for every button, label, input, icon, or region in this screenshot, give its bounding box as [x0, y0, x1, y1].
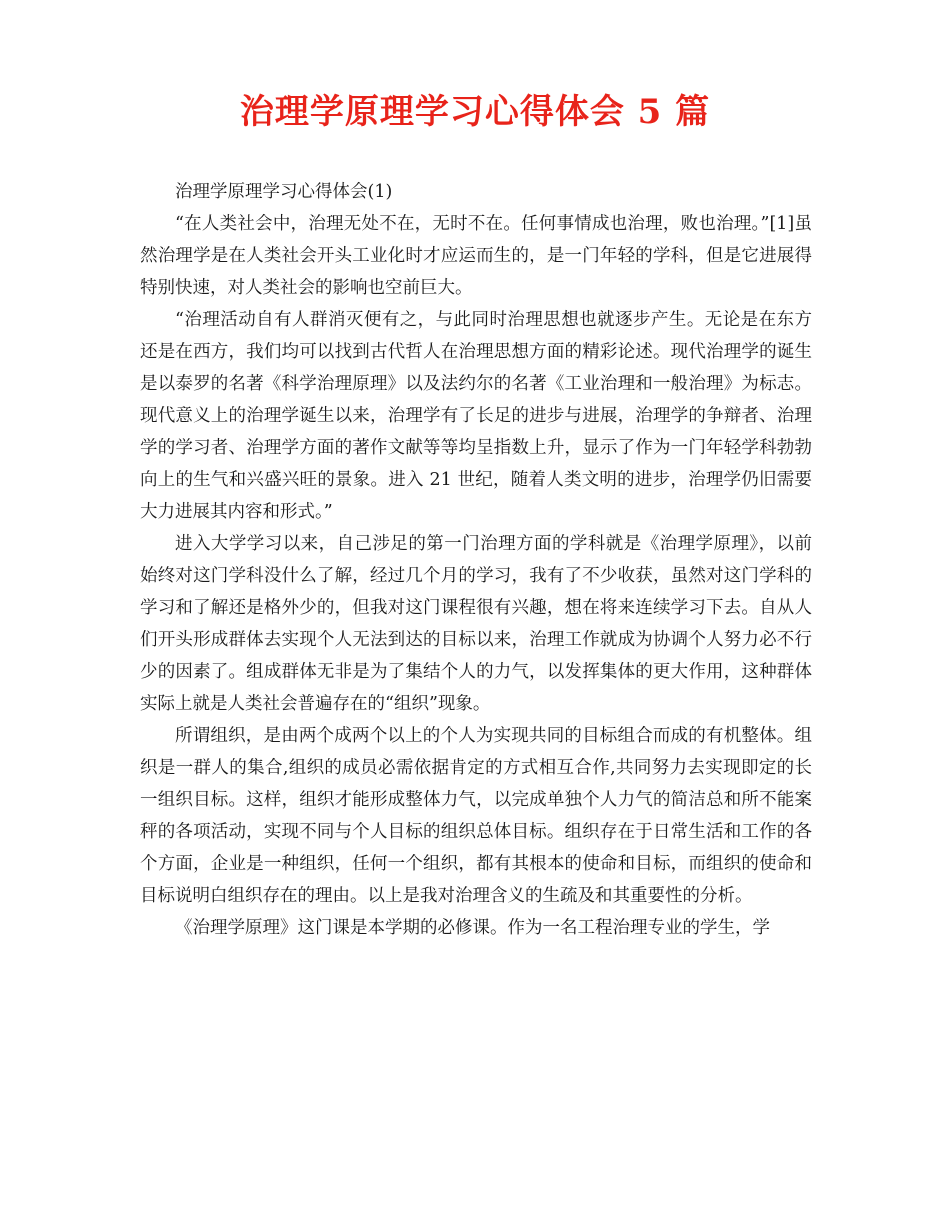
section-subheading: 治理学原理学习心得体会(1)	[175, 182, 393, 202]
paragraph-5: 《治理学原理》这门课是本学期的必修课。作为一名工程治理专业的学生，学	[175, 918, 770, 938]
document-title: 治理学原理学习心得体会 5 篇	[239, 92, 711, 132]
paragraph-3: 进入大学学习以来，自己涉足的第一门治理方面的学科就是《治理学原理》，以前始终对这门学科没什么了解，经过几个月的学习，我有了不少收获，虽然对这门学科的学习和了解还是格外少的，但我对这门课程很有兴趣，想在将来连续学习下去。自从人们开头形成群体去实现个人无法到达的目标以来，治理工作就成为协调个人努力必不行少的因素了。组成群体无非是为了集结个人的力气，以发挥集体的更大作用，这种群体实际上就是人类社会普遍存在的“组织”现象。	[140, 534, 812, 714]
document-body	[140, 176, 812, 944]
paragraph-4: 所谓组织，是由两个成两个以上的个人为实现共同的目标组合而成的有机整体。组织是一群人的集合,组织的成员必需依据肯定的方式相互合作,共同努力去实现即定的长一组织目标。这样，组织才能形成整体力气，以完成单独个人力气的简洁总和所不能案秤的各项活动，实现不同与个人目标的组织总体目标。组织存在于日常生活和工作的各个方面，企业是一种组织，任何一个组织，都有其根本的使命和目标，而组织的使命和目标说明白组织存在的理由。以上是我对治理含义的生疏及和其重要性的分析。	[140, 726, 812, 906]
paragraph-2: “治理活动自有人群消灭便有之，与此同时治理思想也就逐步产生。无论是在东方还是在西方，我们均可以找到古代哲人在治理思想方面的精彩论述。现代治理学的诞生是以泰罗的名著《科学治理原理》以及法约尔的名著《工业治理和一般治理》为标志。现代意义上的治理学诞生以来，治理学有了长足的进步与进展，治理学的争辩者、治理学的学习者、治理学方面的著作文献等等均呈指数上升，显示了作为一门年轻学科勃勃向上的生气和兴盛兴旺的景象。进入 21 世纪，随着人类文明的进步，治理学仍旧需要大力进展其内容和形式。”	[140, 310, 812, 522]
paragraph-1: “在人类社会中，治理无处不在，无时不在。任何事情成也治理，败也治理。”[1]虽然治理学是在人类社会开头工业化时才应运而生的，是一门年轻的学科，但是它进展得特别快速，对人类社会的影响也空前巨大。	[140, 214, 812, 298]
